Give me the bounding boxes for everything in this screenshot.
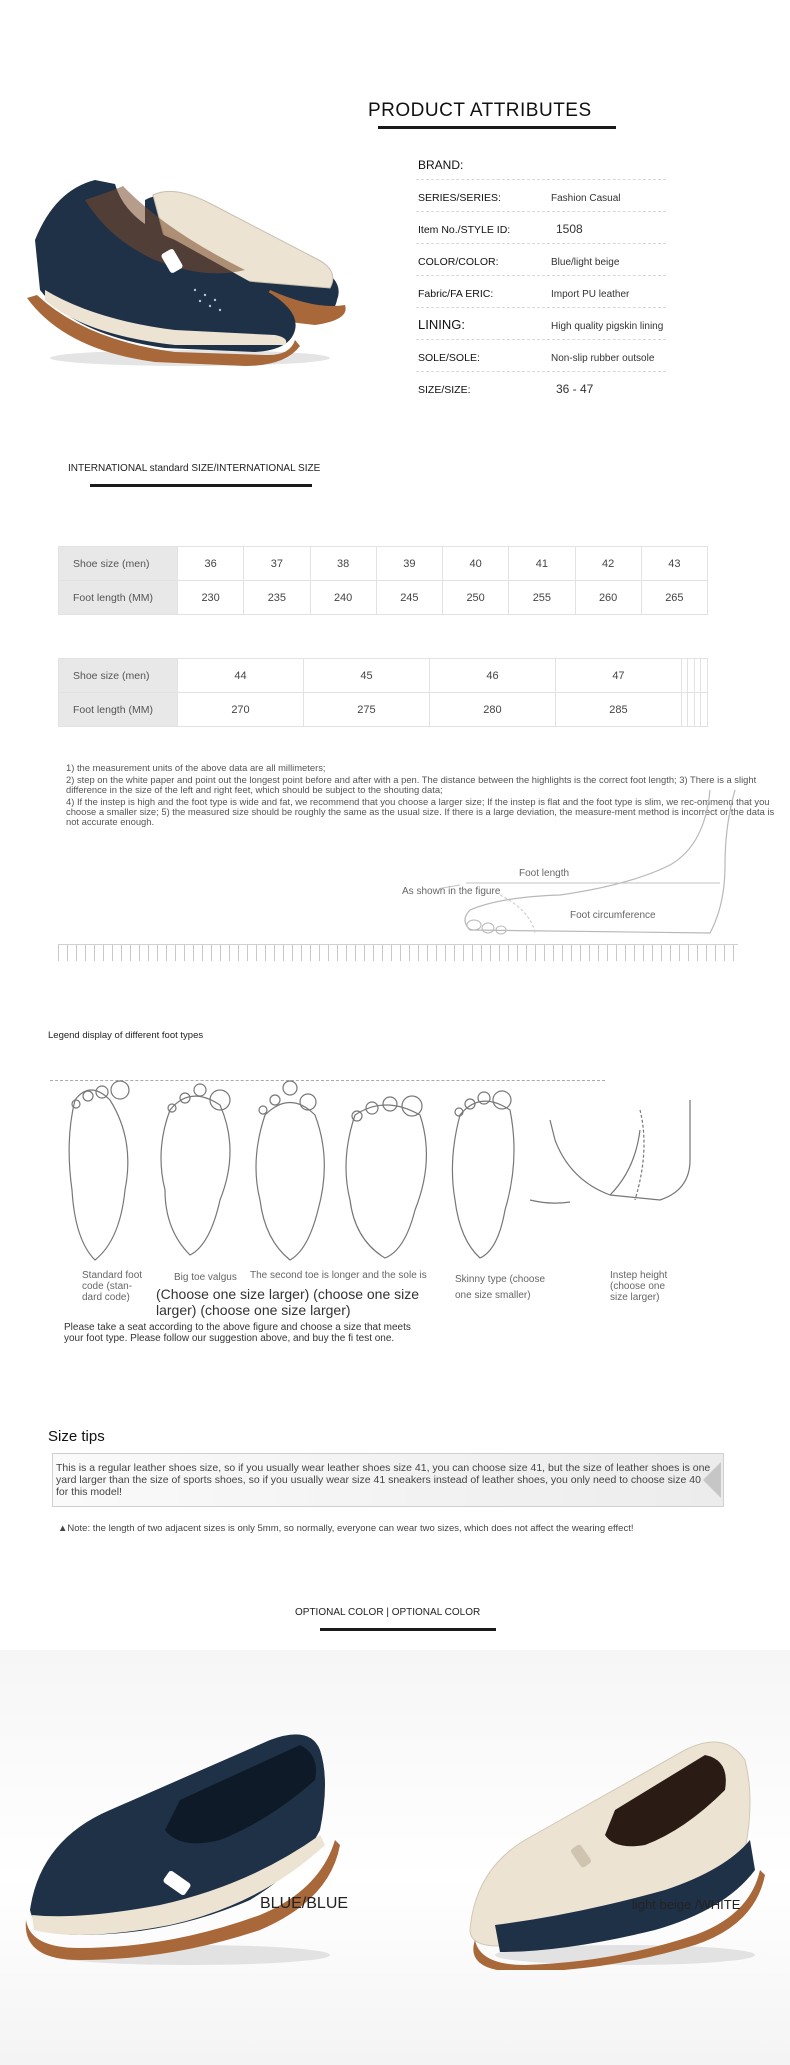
size-cell: 44 — [178, 659, 304, 693]
optional-color-title: OPTIONAL COLOR | OPTIONAL COLOR — [295, 1607, 481, 1618]
optional-color-underline — [320, 1628, 496, 1631]
length-cell: 245 — [376, 581, 442, 615]
size-tips-box — [52, 1453, 724, 1507]
table-row — [59, 693, 708, 727]
attr-value: 36 - 47 — [556, 382, 594, 396]
attr-row-sole — [416, 339, 666, 372]
note-1: 1) the measurement units of the above data are all millimeters; — [66, 762, 326, 773]
size-tips-text: This is a regular leather shoes size, so if you usually wear leather shoes size 41, you can choose size 41, but the size of leather shoes is one yard larger than the size of sports shoes, so if you usually wear size 41 sneakers instead of leather shoes, you only need to choose size 40 for this model! — [56, 1462, 711, 1498]
product-attributes-title: PRODUCT ATTRIBUTES — [368, 100, 592, 121]
shoe-pair-image — [15, 170, 360, 370]
note-3: 4) If the instep is high and the foot type is wide and fat, we recommend that you choose a larger size; If the instep is flat and the foot type is slim, we rec-ommend that you choose a smaller size; 5) the measured size should be roughly the same as the usual size. If there is a large deviation, the measure-ment method is incorrect or the data is not accurate enough. — [66, 796, 775, 827]
foot-length-label: Foot length — [519, 868, 570, 879]
title-underline — [378, 126, 616, 129]
size-cell: 43 — [641, 547, 707, 581]
attr-label: Fabric/FA ERIC: — [418, 288, 494, 300]
length-cell: 285 — [555, 693, 681, 727]
size-cell: 47 — [555, 659, 681, 693]
attr-value: Blue/light beige — [551, 257, 620, 268]
length-cell: 255 — [509, 581, 575, 615]
measuring-ruler — [58, 944, 738, 961]
size-cell: 37 — [244, 547, 310, 581]
table-row — [59, 581, 708, 615]
second-toe-label: The second toe is longer and the sole is — [250, 1270, 427, 1281]
size-cell: 41 — [509, 547, 575, 581]
row-label: Foot length (MM) — [59, 581, 178, 615]
size-tips-note: ▲Note: the length of two adjacent sizes is only 5mm, so normally, everyone can wear two sizes, which does not affect the wearing effect! — [58, 1523, 634, 1534]
size-cell: 42 — [575, 547, 641, 581]
instep-label: Instep height (choose one size larger) — [610, 1270, 668, 1303]
length-cell: 250 — [443, 581, 509, 615]
beige-shoe-image — [455, 1720, 775, 1970]
size-cell: 46 — [429, 659, 555, 693]
attr-label: LINING: — [418, 317, 465, 332]
table-row — [59, 547, 708, 581]
note-2: 2) step on the white paper and point out the longest point before and after with a pen. The distance between the highlights is the correct foot length; 3) There is a slight difference in the size of the left and right feet, which should be subject to the shouting data; — [66, 774, 757, 795]
standard-foot-label: Standard foot code (stan-dard code) — [82, 1270, 143, 1303]
table-row — [59, 659, 708, 693]
size-table-2 — [58, 658, 708, 727]
attr-label: SERIES/SERIES: — [418, 192, 501, 204]
attr-row-size — [416, 371, 666, 403]
blue-color-label: BLUE/BLUE — [260, 1895, 349, 1912]
choose-larger-label: (Choose one size larger) (choose one size larger) (choose one size larger) — [156, 1286, 420, 1318]
size-cell: 45 — [303, 659, 429, 693]
attr-row-lining — [416, 307, 666, 340]
attr-row-style-id — [416, 211, 666, 244]
foot-types-title: Legend display of different foot types — [48, 1030, 204, 1041]
arrow-left-icon — [699, 1460, 723, 1500]
row-label: Shoe size (men) — [59, 659, 178, 693]
attr-label: SIZE/SIZE: — [418, 384, 471, 396]
length-cell: 230 — [178, 581, 244, 615]
size-table-1 — [58, 546, 708, 615]
foot-measure-illustration — [440, 785, 740, 950]
size-section-underline — [90, 484, 312, 487]
blue-shoe-image — [20, 1720, 350, 1970]
attr-label: BRAND: — [418, 158, 464, 172]
attr-row-color — [416, 243, 666, 276]
length-cell: 265 — [641, 581, 707, 615]
length-cell: 235 — [244, 581, 310, 615]
attr-value: Fashion Casual — [551, 193, 621, 204]
size-cell: 39 — [376, 547, 442, 581]
size-tips-title: Size tips — [48, 1428, 105, 1445]
attr-row-series — [416, 179, 666, 212]
attr-label: SOLE/SOLE: — [418, 352, 480, 364]
row-label: Shoe size (men) — [59, 547, 178, 581]
attr-value: High quality pigskin lining — [551, 321, 664, 332]
size-cell: 38 — [310, 547, 376, 581]
foot-types-illustration — [50, 1070, 740, 1270]
size-cell: 40 — [443, 547, 509, 581]
skinny-label: Skinny type (choose one size smaller) — [455, 1274, 546, 1301]
length-cell: 260 — [575, 581, 641, 615]
foot-circumference-label: Foot circumference — [570, 910, 656, 921]
attr-row-fabric — [416, 275, 666, 308]
length-cell: 280 — [429, 693, 555, 727]
attr-value: Non-slip rubber outsole — [551, 353, 655, 364]
attr-row-brand — [416, 147, 666, 180]
big-toe-label: Big toe valgus — [174, 1272, 237, 1283]
attr-value: Import PU leather — [551, 289, 630, 300]
beige-color-label: light beige /WHITE — [632, 1897, 741, 1912]
length-cell: 270 — [178, 693, 304, 727]
length-cell: 275 — [303, 693, 429, 727]
size-cell: 36 — [178, 547, 244, 581]
size-cell — [701, 659, 708, 693]
length-cell — [701, 693, 708, 727]
foot-type-advice: Please take a seat according to the above figure and choose a size that meets your foot type. Please follow our suggestion above, and buy the fi test one. — [64, 1322, 411, 1344]
attr-value: 1508 — [556, 222, 583, 236]
attr-label: COLOR/COLOR: — [418, 256, 499, 268]
size-section-title: INTERNATIONAL standard SIZE/INTERNATIONAL SIZE — [68, 463, 321, 474]
length-cell: 240 — [310, 581, 376, 615]
attr-label: Item No./STYLE ID: — [418, 224, 511, 236]
row-label: Foot length (MM) — [59, 693, 178, 727]
as-shown-label: As shown in the figure — [402, 886, 501, 897]
